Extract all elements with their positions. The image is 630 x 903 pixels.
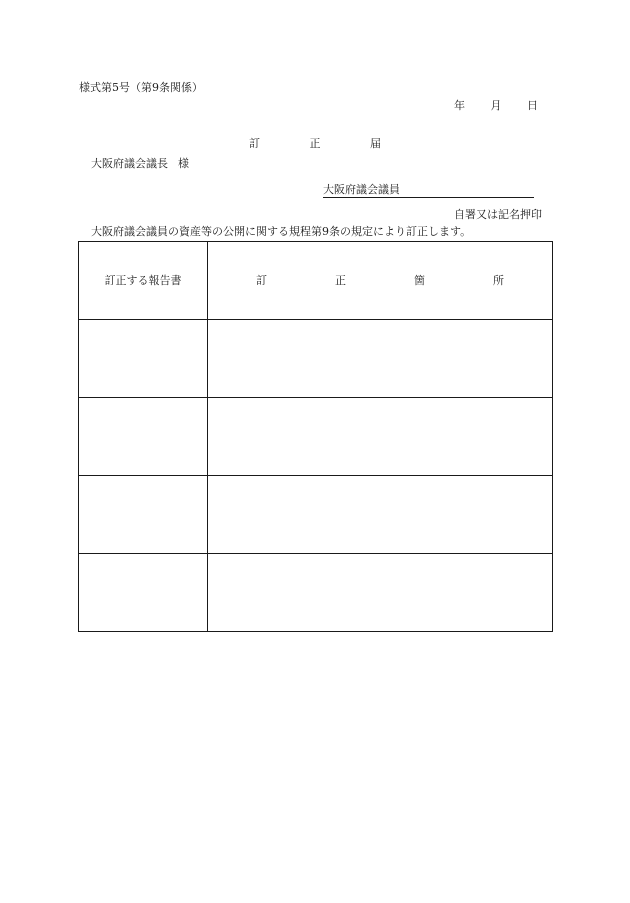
form-title-char-2: 正 [309, 137, 321, 150]
correction-table [78, 241, 553, 632]
table-row [79, 398, 553, 476]
places-cell[interactable] [208, 320, 553, 398]
header-places-char-2: 正 [335, 274, 346, 287]
date-month-label: 月 [490, 99, 502, 112]
places-cell[interactable] [208, 476, 553, 554]
form-number: 様式第5号（第9条関係） [79, 81, 203, 94]
table-row [79, 554, 553, 632]
addressee [91, 158, 189, 169]
form-title-char-3: 届 [370, 137, 381, 150]
addressee-name: 大阪府議会議長 [91, 157, 168, 170]
header-places-cell [208, 242, 553, 320]
header-places-char-3: 箇 [414, 274, 425, 287]
table-row [79, 476, 553, 554]
seal-note: 自署又は記名押印 [454, 208, 542, 221]
member-signature-line[interactable] [323, 184, 534, 198]
date-year-label: 年 [454, 99, 465, 112]
table-header-row [79, 242, 553, 320]
report-cell[interactable] [79, 320, 208, 398]
header-places-char-4: 所 [493, 274, 504, 287]
report-cell[interactable] [79, 398, 208, 476]
report-cell[interactable] [79, 476, 208, 554]
header-places-char-1: 訂 [256, 274, 267, 287]
date-line [454, 100, 538, 111]
places-cell[interactable] [208, 554, 553, 632]
places-cell[interactable] [208, 398, 553, 476]
date-day-label: 日 [527, 99, 538, 112]
addressee-honorific: 様 [178, 157, 189, 170]
report-cell[interactable] [79, 554, 208, 632]
table-row [79, 320, 553, 398]
form-title-char-1: 訂 [249, 137, 260, 150]
member-label: 大阪府議会議員 [323, 183, 400, 196]
form-title [249, 138, 381, 149]
header-report-cell: 訂正する報告書 [79, 242, 208, 320]
statement-text: 大阪府議会議員の資産等の公開に関する規程第9条の規定により訂正します。 [91, 225, 472, 238]
